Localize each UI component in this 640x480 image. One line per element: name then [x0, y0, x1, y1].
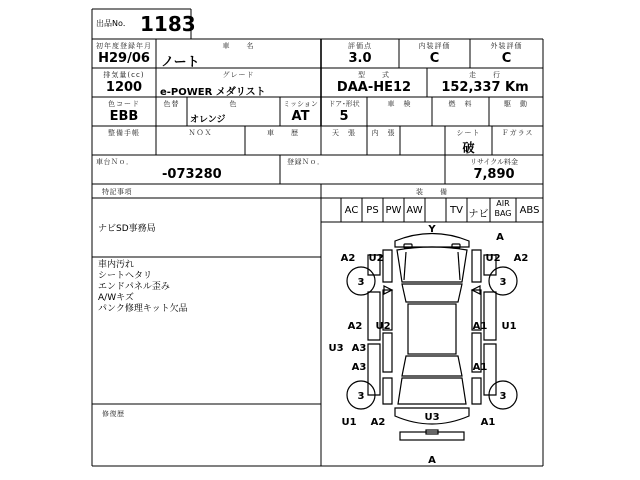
- color-label: 色: [229, 100, 238, 108]
- score-value: 3.0: [348, 51, 372, 66]
- repair-history-label: 修復歴: [102, 410, 125, 418]
- mileage-label: 走 行: [469, 71, 501, 79]
- color-value: オレンジ: [190, 115, 226, 125]
- damage-mark: U1: [501, 321, 517, 332]
- car-damage-diagram: [321, 222, 543, 466]
- damage-mark: A2: [513, 253, 529, 264]
- model-code-value: DAA-HE12: [336, 80, 412, 95]
- equipment-label: 装 備: [416, 188, 448, 196]
- headliner-label: 天 張: [332, 129, 356, 137]
- first-registration-label: 初年度登録年月: [96, 42, 152, 50]
- damage-mark: A1: [472, 321, 488, 332]
- doors-value: 5: [339, 109, 349, 124]
- chassis-label: 車台Ｎｏ．: [96, 158, 134, 166]
- exterior-grade-value: C: [501, 51, 512, 66]
- grade-value: e-POWER メダリスト: [160, 87, 266, 98]
- displacement-label: 排気量(cc): [103, 71, 145, 79]
- seat-value: 破: [462, 141, 475, 155]
- inspection-label: 車 検: [387, 100, 412, 108]
- equipment-ps: PS: [366, 205, 379, 216]
- damage-mark: 3: [357, 277, 365, 288]
- nox-label: ＮＯＸ: [188, 129, 213, 137]
- damage-mark: U1: [341, 417, 357, 428]
- damage-mark: A: [428, 455, 436, 466]
- damage-mark: 3: [499, 277, 507, 288]
- notes-line-2: 車内汚れ: [98, 260, 135, 270]
- damage-mark: A3: [351, 362, 367, 373]
- car-name-value: ノート: [161, 55, 200, 70]
- history-label: 車 歴: [267, 129, 299, 137]
- recycle-fee-label: リサイクル料金: [469, 158, 519, 166]
- fuel-label: 燃 料: [448, 100, 473, 108]
- damage-mark: A: [496, 232, 504, 243]
- damage-mark: U3: [328, 343, 344, 354]
- interior-trim-label: 内 張: [371, 129, 396, 137]
- color-change-label: 色替: [163, 100, 180, 108]
- damage-mark: A2: [347, 321, 363, 332]
- equipment-navi: ナビ: [468, 209, 489, 220]
- doors-label: ドア･形状: [328, 100, 360, 108]
- damage-mark: 3: [357, 391, 365, 402]
- damage-mark: U3: [424, 412, 440, 423]
- equipment-tv: TV: [450, 205, 463, 216]
- drive-label: 駆 動: [504, 100, 528, 108]
- damage-mark: U2: [368, 253, 384, 264]
- recycle-fee-value: 7,890: [473, 167, 515, 182]
- first-registration-value: H29/06: [98, 51, 150, 66]
- interior-grade-label: 内装評価: [418, 42, 451, 50]
- interior-grade-value: C: [429, 51, 440, 66]
- transmission-label: ミッション: [283, 100, 318, 108]
- notes-line-1: ナビSD事務局: [98, 224, 156, 234]
- notes-line-4: エンドパネル歪み: [98, 282, 170, 292]
- equipment-aw: AW: [406, 205, 423, 216]
- lot-number: 1183: [140, 12, 196, 36]
- windshield-label: Ｆガラス: [501, 129, 534, 137]
- seat-label: シート: [456, 129, 481, 137]
- mileage-value: 152,337 Km: [441, 80, 529, 95]
- notes-line-5: A/Wキズ: [98, 293, 134, 303]
- damage-mark: U2: [375, 321, 391, 332]
- model-code-label: 型 式: [358, 71, 390, 79]
- damage-mark: 3: [499, 391, 507, 402]
- damage-mark: U2: [485, 253, 501, 264]
- notes-line-3: シートヘタリ: [98, 271, 153, 281]
- damage-mark: A1: [480, 417, 496, 428]
- damage-mark: Y: [428, 224, 436, 235]
- equipment-airbag: AIR BAG: [494, 199, 512, 218]
- notes-label: 特記事項: [102, 188, 132, 196]
- maintenance-book-label: 整備手帳: [108, 129, 140, 137]
- score-label: 評価点: [348, 42, 372, 50]
- exterior-grade-label: 外装評価: [490, 42, 523, 50]
- notes-line-6: パンク修理キット欠品: [98, 304, 188, 314]
- damage-mark: A2: [340, 253, 356, 264]
- lot-label: 出品No．: [96, 19, 131, 28]
- color-code-label: 色コード: [108, 100, 140, 108]
- displacement-value: 1200: [105, 80, 143, 95]
- damage-mark: A3: [351, 343, 367, 354]
- car-name-label: 車 名: [222, 42, 255, 50]
- grade-label: グレード: [222, 71, 255, 79]
- registration-label: 登録Ｎｏ．: [287, 158, 325, 166]
- damage-mark: A1: [472, 362, 488, 373]
- equipment-pw: PW: [385, 205, 402, 216]
- damage-mark: A2: [370, 417, 386, 428]
- equipment-abs: ABS: [519, 205, 540, 216]
- car-outline: [347, 234, 517, 441]
- chassis-value: -073280: [162, 167, 222, 182]
- color-code-value: EBB: [109, 109, 139, 124]
- transmission-value: AT: [291, 109, 310, 124]
- equipment-ac: AC: [344, 205, 359, 216]
